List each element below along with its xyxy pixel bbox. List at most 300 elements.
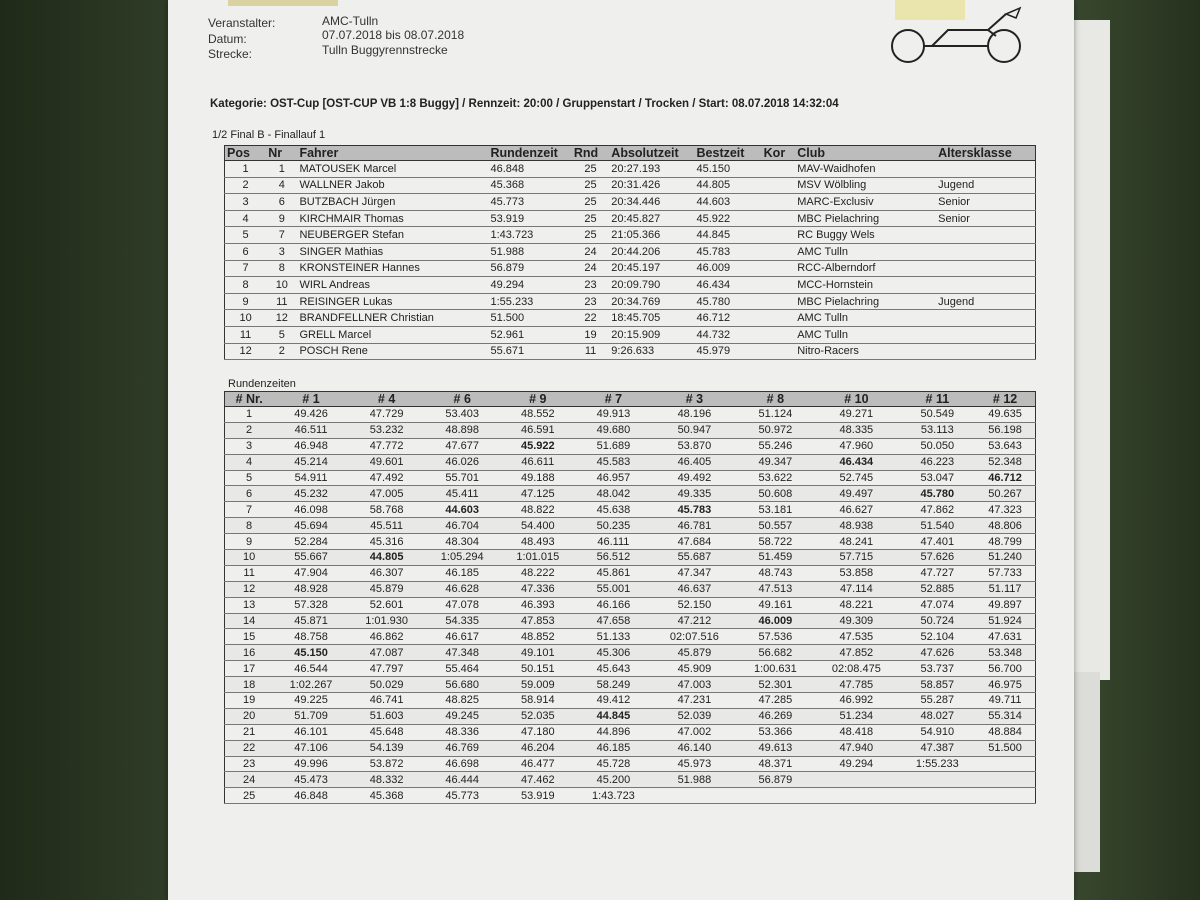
lap-cell: 45.232 (273, 486, 349, 502)
lap-cell: 1 (225, 407, 274, 423)
lap-cell: 48.852 (500, 629, 576, 645)
lap-cell: 58.768 (349, 502, 425, 518)
results-cell: 1 (225, 161, 267, 178)
lap-cell: 8 (225, 518, 274, 534)
lap-cell: 46.544 (273, 661, 349, 677)
laps-row (225, 454, 1036, 470)
results-cell: AMC Tulln (795, 326, 936, 343)
lap-cell (975, 756, 1035, 772)
lap-cell: 46.185 (576, 740, 652, 756)
results-cell: 20:09.790 (609, 277, 694, 294)
lap-cell: 2 (225, 422, 274, 438)
top-strip (228, 0, 338, 6)
results-cell: 45.773 (488, 194, 571, 211)
results-cell: Senior (936, 210, 1035, 227)
lap-cell: 48.898 (424, 422, 500, 438)
laps-row (225, 708, 1036, 724)
lap-cell: 49.412 (576, 693, 652, 709)
lap-cell: 46.627 (813, 502, 899, 518)
lap-cell: 56.680 (424, 677, 500, 693)
lap-cell: 45.150 (273, 645, 349, 661)
lap-cell: 47.125 (500, 486, 576, 502)
laps-title: Rundenzeiten (228, 378, 296, 390)
lap-cell: 51.500 (975, 740, 1035, 756)
lap-cell: 51.124 (738, 407, 814, 423)
results-cell: 25 (572, 177, 609, 194)
lap-cell: 53.181 (738, 502, 814, 518)
lap-cell: 11 (225, 565, 274, 581)
lap-cell: 53.858 (813, 565, 899, 581)
results-cell (936, 227, 1035, 244)
results-cell: Nitro-Racers (795, 343, 936, 360)
results-cell: 8 (266, 260, 297, 277)
lap-cell: 47.960 (813, 438, 899, 454)
results-row (225, 227, 1036, 244)
lap-cell: 59.009 (500, 677, 576, 693)
lap-cell: 58.914 (500, 693, 576, 709)
results-cell (936, 243, 1035, 260)
lap-cell: 50.151 (500, 661, 576, 677)
results-header-cell: Pos (225, 146, 267, 161)
results-cell (762, 293, 796, 310)
lap-cell: 47.401 (900, 534, 976, 550)
results-cell: NEUBERGER Stefan (297, 227, 488, 244)
lap-cell: 1:01.930 (349, 613, 425, 629)
lap-cell: 49.897 (975, 597, 1035, 613)
lap-cell: 48.758 (273, 629, 349, 645)
lap-cell: 56.512 (576, 550, 652, 566)
results-cell: 4 (225, 210, 267, 227)
lap-cell: 45.773 (424, 788, 500, 804)
lap-cell: 57.715 (813, 550, 899, 566)
laps-header-cell: # 6 (424, 392, 500, 407)
results-cell (936, 310, 1035, 327)
lap-cell: 55.246 (738, 438, 814, 454)
results-cell: 2 (266, 343, 297, 360)
lap-cell: 1:00.631 (738, 661, 814, 677)
lap-cell: 56.198 (975, 422, 1035, 438)
results-cell: 25 (572, 210, 609, 227)
lap-cell: 57.328 (273, 597, 349, 613)
results-row (225, 310, 1036, 327)
results-cell: 44.805 (695, 177, 762, 194)
lap-cell: 47.904 (273, 565, 349, 581)
results-cell (936, 343, 1035, 360)
results-cell: BUTZBACH Jürgen (297, 194, 488, 211)
lap-cell: 49.711 (975, 693, 1035, 709)
results-row (225, 194, 1036, 211)
lap-cell: 46.405 (651, 454, 737, 470)
lap-cell: 47.348 (424, 645, 500, 661)
laps-header-cell: # Nr. (225, 392, 274, 407)
lap-cell: 55.667 (273, 550, 349, 566)
lap-cell: 46.140 (651, 740, 737, 756)
lap-cell: 46.591 (500, 422, 576, 438)
results-cell: 45.922 (695, 210, 762, 227)
results-cell: Jugend (936, 177, 1035, 194)
lap-cell: 23 (225, 756, 274, 772)
results-cell (762, 177, 796, 194)
lap-cell: 52.284 (273, 534, 349, 550)
lap-cell: 12 (225, 581, 274, 597)
results-header-cell: Club (795, 146, 936, 161)
results-cell: 19 (572, 326, 609, 343)
lap-cell: 48.221 (813, 597, 899, 613)
lap-cell: 46.637 (651, 581, 737, 597)
results-cell: 11 (225, 326, 267, 343)
results-table (224, 145, 1036, 360)
lap-cell: 50.050 (900, 438, 976, 454)
results-cell: 6 (225, 243, 267, 260)
results-cell: 45.150 (695, 161, 762, 178)
lap-cell: 46.185 (424, 565, 500, 581)
datum-label: Datum: (208, 32, 247, 46)
lap-cell: 45.200 (576, 772, 652, 788)
lap-cell (813, 772, 899, 788)
lap-cell: 16 (225, 645, 274, 661)
lap-cell: 45.214 (273, 454, 349, 470)
results-cell: 9 (266, 210, 297, 227)
results-cell (762, 161, 796, 178)
laps-row (225, 438, 1036, 454)
lap-cell: 19 (225, 693, 274, 709)
lap-cell: 50.947 (651, 422, 737, 438)
laps-row (225, 581, 1036, 597)
lap-cell: 46.026 (424, 454, 500, 470)
lap-cell: 55.287 (900, 693, 976, 709)
lap-cell: 57.626 (900, 550, 976, 566)
lap-cell: 1:43.723 (576, 788, 652, 804)
lap-cell: 46.948 (273, 438, 349, 454)
lap-cell: 44.845 (576, 708, 652, 724)
lap-cell: 52.150 (651, 597, 737, 613)
results-header-cell: Nr (266, 146, 297, 161)
lap-cell: 13 (225, 597, 274, 613)
results-cell: WIRL Andreas (297, 277, 488, 294)
lap-cell: 49.426 (273, 407, 349, 423)
lap-cell: 47.336 (500, 581, 576, 597)
laps-row (225, 597, 1036, 613)
results-cell: Jugend (936, 293, 1035, 310)
lap-cell: 47.626 (900, 645, 976, 661)
lap-cell: 55.701 (424, 470, 500, 486)
laps-row (225, 677, 1036, 693)
lap-cell: 54.910 (900, 724, 976, 740)
results-cell: 25 (572, 161, 609, 178)
lap-cell: 47.727 (900, 565, 976, 581)
results-cell: 6 (266, 194, 297, 211)
results-cell: 24 (572, 260, 609, 277)
results-cell (936, 161, 1035, 178)
lap-cell: 46.393 (500, 597, 576, 613)
results-cell (762, 210, 796, 227)
lap-cell: 17 (225, 661, 274, 677)
results-cell: 3 (225, 194, 267, 211)
lap-cell: 48.493 (500, 534, 576, 550)
results-cell: MAV-Waidhofen (795, 161, 936, 178)
results-cell: MSV Wölbling (795, 177, 936, 194)
lap-cell (975, 772, 1035, 788)
lap-cell: 52.745 (813, 470, 899, 486)
lap-cell: 45.368 (349, 788, 425, 804)
results-cell: REISINGER Lukas (297, 293, 488, 310)
results-cell: 3 (266, 243, 297, 260)
results-cell: 51.500 (488, 310, 571, 327)
results-header-cell: Absolutzeit (609, 146, 694, 161)
lap-cell: 46.975 (975, 677, 1035, 693)
lap-cell: 46.204 (500, 740, 576, 756)
lap-cell: 45.306 (576, 645, 652, 661)
results-cell: 52.961 (488, 326, 571, 343)
laps-row (225, 645, 1036, 661)
lap-cell: 54.911 (273, 470, 349, 486)
lap-cell: 47.231 (651, 693, 737, 709)
results-cell: 24 (572, 243, 609, 260)
lap-cell: 47.347 (651, 565, 737, 581)
lap-times-table (224, 391, 1036, 804)
laps-header-cell: # 3 (651, 392, 737, 407)
results-header-cell: Rnd (572, 146, 609, 161)
lap-cell: 02:07.516 (651, 629, 737, 645)
lap-cell: 56.700 (975, 661, 1035, 677)
results-cell: MCC-Hornstein (795, 277, 936, 294)
results-cell: 51.988 (488, 243, 571, 260)
lap-cell: 45.511 (349, 518, 425, 534)
laps-row (225, 486, 1036, 502)
results-cell: SINGER Mathias (297, 243, 488, 260)
results-cell: 20:34.446 (609, 194, 694, 211)
lap-cell: 47.002 (651, 724, 737, 740)
lap-cell: 53.403 (424, 407, 500, 423)
laps-row (225, 407, 1036, 423)
lap-cell: 52.885 (900, 581, 976, 597)
lap-cell: 47.729 (349, 407, 425, 423)
lap-cell: 58.249 (576, 677, 652, 693)
laps-row (225, 740, 1036, 756)
results-cell: 7 (266, 227, 297, 244)
lap-cell (651, 788, 737, 804)
lap-cell: 47.940 (813, 740, 899, 756)
results-cell: 8 (225, 277, 267, 294)
results-cell: 22 (572, 310, 609, 327)
lap-cell: 52.104 (900, 629, 976, 645)
lap-cell: 52.039 (651, 708, 737, 724)
lap-cell: 10 (225, 550, 274, 566)
lap-cell: 53.348 (975, 645, 1035, 661)
laps-row (225, 534, 1036, 550)
veranstalter-value: AMC-Tulln (322, 14, 379, 28)
laps-header-cell: # 10 (813, 392, 899, 407)
laps-row (225, 565, 1036, 581)
results-cell (762, 277, 796, 294)
lap-cell: 53.643 (975, 438, 1035, 454)
lap-cell: 15 (225, 629, 274, 645)
results-cell: 25 (572, 227, 609, 244)
laps-row (225, 613, 1036, 629)
results-cell: 5 (225, 227, 267, 244)
lap-cell: 57.536 (738, 629, 814, 645)
results-cell: 44.603 (695, 194, 762, 211)
lap-cell: 45.879 (349, 581, 425, 597)
lap-cell: 47.513 (738, 581, 814, 597)
laps-row (225, 756, 1036, 772)
lap-cell: 50.235 (576, 518, 652, 534)
results-cell: AMC Tulln (795, 243, 936, 260)
laps-header-cell: # 7 (576, 392, 652, 407)
lap-cell: 51.133 (576, 629, 652, 645)
lap-cell: 55.314 (975, 708, 1035, 724)
results-cell: 1:43.723 (488, 227, 571, 244)
results-cell: 20:31.426 (609, 177, 694, 194)
results-cell: 12 (225, 343, 267, 360)
laps-row (225, 788, 1036, 804)
lap-cell: 51.459 (738, 550, 814, 566)
lap-cell: 44.805 (349, 550, 425, 566)
lap-cell: 50.972 (738, 422, 814, 438)
results-cell: 4 (266, 177, 297, 194)
results-cell: 45.780 (695, 293, 762, 310)
lap-cell (900, 772, 976, 788)
lap-cell: 48.928 (273, 581, 349, 597)
buggy-logo-icon (888, 6, 1036, 64)
lap-cell: 46.444 (424, 772, 500, 788)
lap-cell: 3 (225, 438, 274, 454)
lap-cell: 20 (225, 708, 274, 724)
lap-cell: 45.879 (651, 645, 737, 661)
results-cell: MBC Pielachring (795, 293, 936, 310)
lap-cell: 46.781 (651, 518, 737, 534)
lap-cell: 47.658 (576, 613, 652, 629)
results-cell (762, 194, 796, 211)
results-cell: KRONSTEINER Hannes (297, 260, 488, 277)
lap-cell: 50.267 (975, 486, 1035, 502)
lap-cell: 57.733 (975, 565, 1035, 581)
lap-cell: 48.335 (813, 422, 899, 438)
results-cell (762, 260, 796, 277)
results-cell (762, 227, 796, 244)
laps-row (225, 422, 1036, 438)
lap-cell: 53.870 (651, 438, 737, 454)
results-cell: 45.368 (488, 177, 571, 194)
results-cell: 11 (572, 343, 609, 360)
lap-cell: 47.631 (975, 629, 1035, 645)
lap-cell: 46.477 (500, 756, 576, 772)
lap-cell (813, 788, 899, 804)
lap-cell: 22 (225, 740, 274, 756)
lap-cell: 52.601 (349, 597, 425, 613)
results-cell: 20:45.827 (609, 210, 694, 227)
lap-cell: 46.166 (576, 597, 652, 613)
lap-cell: 6 (225, 486, 274, 502)
lap-cell: 47.797 (349, 661, 425, 677)
lap-cell: 49.335 (651, 486, 737, 502)
results-cell: 49.294 (488, 277, 571, 294)
results-cell: 46.712 (695, 310, 762, 327)
lap-cell: 49.271 (813, 407, 899, 423)
lap-cell: 5 (225, 470, 274, 486)
lap-cell: 58.857 (900, 677, 976, 693)
results-cell: 11 (266, 293, 297, 310)
lap-cell: 51.240 (975, 550, 1035, 566)
final-label: 1/2 Final B - Finallauf 1 (212, 129, 326, 141)
lap-cell: 46.098 (273, 502, 349, 518)
results-cell: 44.732 (695, 326, 762, 343)
results-cell (762, 243, 796, 260)
lap-cell: 45.871 (273, 613, 349, 629)
lap-cell: 50.724 (900, 613, 976, 629)
results-cell (762, 343, 796, 360)
lap-cell: 47.005 (349, 486, 425, 502)
lap-cell: 53.737 (900, 661, 976, 677)
lap-cell: 49.294 (813, 756, 899, 772)
lap-cell: 46.769 (424, 740, 500, 756)
lap-cell: 48.222 (500, 565, 576, 581)
lap-cell: 54.335 (424, 613, 500, 629)
lap-cell (738, 788, 814, 804)
lap-cell: 52.348 (975, 454, 1035, 470)
results-cell: RC Buggy Wels (795, 227, 936, 244)
lap-cell: 47.492 (349, 470, 425, 486)
results-header-cell: Altersklasse (936, 146, 1035, 161)
lap-cell: 48.743 (738, 565, 814, 581)
lap-cell: 51.117 (975, 581, 1035, 597)
results-cell: 44.845 (695, 227, 762, 244)
lap-cell: 47.677 (424, 438, 500, 454)
lap-cell: 51.709 (273, 708, 349, 724)
laps-header-cell: # 12 (975, 392, 1035, 407)
lap-cell: 50.608 (738, 486, 814, 502)
lap-cell: 53.919 (500, 788, 576, 804)
lap-cell: 9 (225, 534, 274, 550)
lap-cell (900, 788, 976, 804)
results-cell: 20:44.206 (609, 243, 694, 260)
lap-cell: 46.848 (273, 788, 349, 804)
lap-cell: 47.852 (813, 645, 899, 661)
results-cell: 18:45.705 (609, 310, 694, 327)
datum-value: 07.07.2018 bis 08.07.2018 (322, 28, 465, 42)
lap-cell: 48.825 (424, 693, 500, 709)
lap-cell: 47.114 (813, 581, 899, 597)
laps-row (225, 772, 1036, 788)
lap-cell: 45.473 (273, 772, 349, 788)
lap-cell: 48.418 (813, 724, 899, 740)
lap-cell: 44.603 (424, 502, 500, 518)
lap-cell: 45.922 (500, 438, 576, 454)
lap-cell: 56.682 (738, 645, 814, 661)
results-cell: POSCH Rene (297, 343, 488, 360)
results-row (225, 210, 1036, 227)
lap-cell: 47.853 (500, 613, 576, 629)
lap-cell: 46.698 (424, 756, 500, 772)
results-cell: WALLNER Jakob (297, 177, 488, 194)
lap-cell: 47.087 (349, 645, 425, 661)
lap-cell: 45.861 (576, 565, 652, 581)
lap-cell: 52.035 (500, 708, 576, 724)
lap-cell: 48.806 (975, 518, 1035, 534)
results-cell: 7 (225, 260, 267, 277)
results-row (225, 177, 1036, 194)
results-cell: 46.434 (695, 277, 762, 294)
lap-cell: 49.913 (576, 407, 652, 423)
results-header-cell: Fahrer (297, 146, 488, 161)
lap-cell: 47.387 (900, 740, 976, 756)
lap-cell: 49.996 (273, 756, 349, 772)
results-cell (762, 326, 796, 343)
lap-cell: 45.783 (651, 502, 737, 518)
lap-cell: 49.347 (738, 454, 814, 470)
results-row (225, 161, 1036, 178)
strecke-label: Strecke: (208, 47, 253, 61)
